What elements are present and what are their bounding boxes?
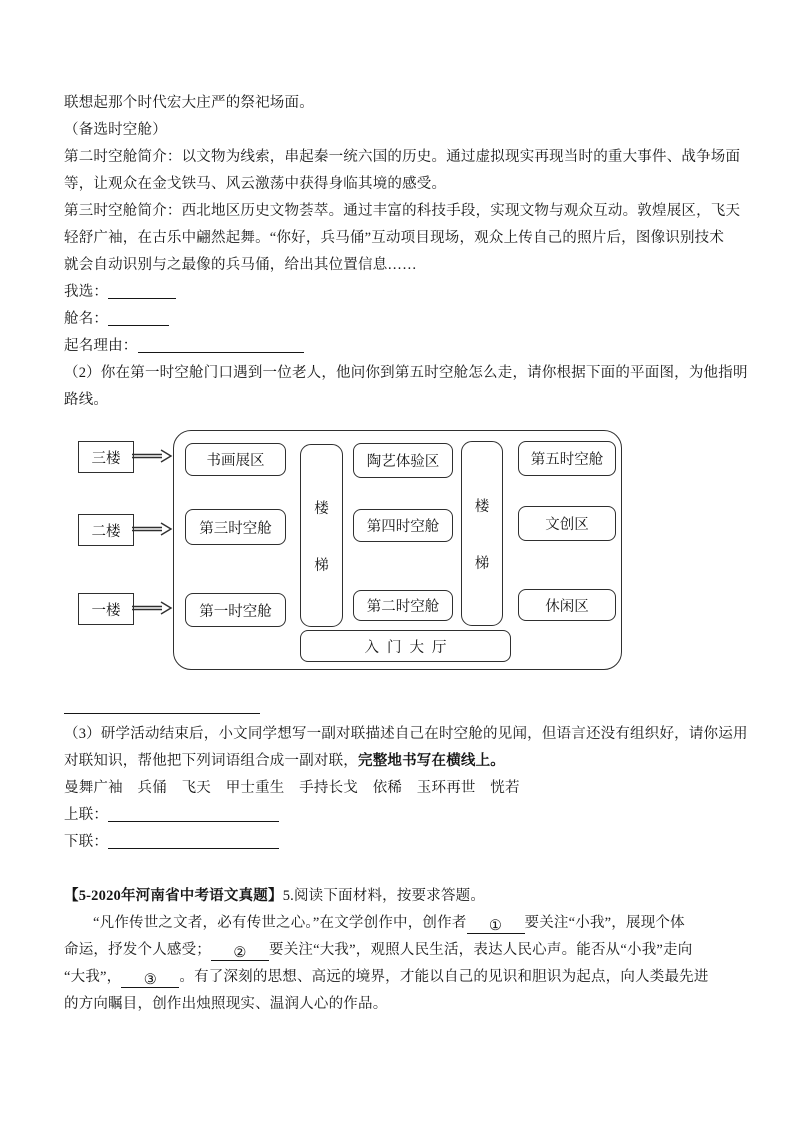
text-run: 路线。 [64, 392, 109, 408]
room-leisure-zone [518, 589, 616, 621]
text-run: （备选时空舱） [64, 122, 167, 138]
text-run: 要关注“小我”，展现个体 [524, 915, 685, 931]
text-run: 的方向瞩目，创作出烛照现实、温润人心的作品。 [64, 996, 388, 1012]
stairs-char: 楼 [314, 500, 329, 517]
text-run: 要关注“大我”，观照人民生活，表达人民心声。能否从“小我”走向 [269, 942, 693, 958]
room-capsule-2 [353, 590, 453, 621]
answer-blank [108, 310, 169, 326]
text-run: （2）你在第一时空舱门口遇到一位老人，他问你到第五时空舱怎么走，请你根据下面的平面图，为他指明 [64, 365, 748, 381]
numbered-answer-blank: ① [467, 918, 525, 934]
room-cultural-zone [518, 506, 616, 541]
text-run: 下联： [64, 834, 109, 850]
stairs-char: 梯 [314, 557, 329, 574]
text-line [64, 225, 736, 252]
text-run: 完整地书写在横线上。 [358, 753, 505, 769]
text-run: 曼舞广袖 兵俑 飞天 甲士重生 手持长戈 依稀 玉环再世 恍若 [64, 780, 520, 796]
text-line [64, 279, 736, 306]
answer-blank [108, 833, 279, 849]
text-line [64, 171, 736, 198]
room-label: 第五时空舱 [530, 452, 604, 468]
stairs-right [461, 441, 503, 626]
top-text-block [64, 90, 748, 414]
text-line [64, 333, 736, 360]
room-label: 陶艺体验区 [366, 454, 440, 470]
text-line [64, 721, 748, 748]
text-run: 就会自动识别与之最像的兵马俑，给出其位置信息…… [64, 257, 417, 273]
text-run: 第二时空舱简介：以文物为线索，串起秦一统六国的历史。通过虚拟现实再现当时的重大事件、战争场面 [64, 149, 741, 165]
text-run: 等，让观众在金戈铁马、风云激荡中获得身临其境的感受。 [64, 176, 447, 192]
arrow-right-icon [132, 449, 173, 463]
room-label: 书画展区 [206, 453, 265, 469]
room-label: 第二时空舱 [366, 599, 440, 615]
numbered-answer-blank: ② [211, 945, 269, 961]
text-line [64, 117, 736, 144]
text-line [64, 252, 736, 279]
arrow-right-icon [132, 522, 173, 536]
text-line [64, 856, 736, 883]
text-run: 我选： [64, 284, 109, 300]
text-run: 命运，抒发个人感受； [64, 942, 211, 958]
text-run: 第三时空舱简介：西北地区历史文物荟萃。通过丰富的科技手段，实现文物与观众互动。敦煌展区，飞天 [64, 203, 741, 219]
floor-label-text: 一楼 [91, 602, 121, 619]
text-line [64, 829, 736, 856]
text-run: “大我”， [64, 969, 122, 985]
answer-blank [64, 698, 260, 714]
stairs-left [300, 444, 343, 627]
text-run: 5.阅读下面材料，按要求答题。 [282, 888, 486, 904]
text-run: “凡作传世之文者，必有传世之心。”在文学创作中，创作者 [93, 915, 467, 931]
text-line [64, 883, 736, 910]
room-capsule-3 [185, 509, 286, 545]
text-line [64, 694, 736, 721]
text-run: 轻舒广袖，在古乐中翩然起舞。“你好，兵马俑”互动项目现场，观众上传自己的照片后，图像识别技术 [64, 230, 725, 246]
arrow-right-icon [132, 601, 173, 615]
answer-blank [108, 283, 176, 299]
room-capsule-1 [185, 593, 286, 627]
room-label: 第四时空舱 [366, 519, 440, 535]
text-line [64, 991, 736, 1018]
text-run: 【5-2020年河南省中考语文真题】 [64, 888, 283, 904]
floor-label-3f [78, 441, 134, 473]
floor-label-text: 二楼 [91, 523, 121, 540]
room-label: 入门大厅 [364, 639, 455, 656]
building-outline [173, 430, 622, 670]
text-line [64, 90, 736, 117]
text-line [64, 910, 736, 937]
room-entrance-hall [300, 630, 511, 662]
text-line [64, 802, 736, 829]
text-run: 起名理由： [64, 338, 138, 354]
text-line [64, 748, 736, 775]
room-capsule-4 [353, 509, 453, 542]
room-label: 第一时空舱 [199, 603, 272, 620]
room-capsule-5 [518, 441, 616, 476]
text-run: 联想起那个时代宏大庄严的祭祀场面。 [64, 95, 314, 111]
answer-blank [108, 806, 279, 822]
floor-label-2f [78, 514, 134, 546]
text-line [64, 360, 748, 387]
mid-text-block [64, 694, 748, 856]
text-line [64, 937, 736, 964]
stairs-char: 梯 [474, 555, 490, 572]
text-run: 舱名： [64, 311, 109, 327]
answer-blank [138, 337, 304, 353]
floor-label-1f [78, 593, 134, 625]
text-line [64, 144, 741, 171]
text-line [64, 198, 741, 225]
text-line [64, 387, 736, 414]
text-run: （3）研学活动结束后，小文同学想写一副对联描述自己在时空舱的见闻，但语言还没有组织好，请你运用 [64, 726, 748, 742]
text-line [64, 964, 736, 991]
text-run: 。有了深刻的思想、高远的境界，才能以自己的见识和胆识为起点，向人类最先进 [179, 969, 709, 985]
room-pottery-zone [353, 443, 453, 478]
text-line [64, 775, 736, 802]
text-line [64, 306, 736, 333]
room-label: 休闲区 [545, 598, 589, 615]
room-label: 文创区 [545, 517, 589, 533]
room-label: 第三时空舱 [199, 520, 272, 537]
stairs-char: 楼 [474, 498, 490, 515]
numbered-answer-blank: ③ [121, 972, 179, 988]
floor-plan-diagram [64, 430, 736, 676]
room-calligraphy-zone [185, 443, 286, 476]
floor-label-text: 三楼 [91, 450, 121, 467]
text-run: 对联知识，帮他把下列词语组合成一副对联， [64, 753, 358, 769]
bottom-text-block [64, 856, 736, 1018]
text-run: 上联： [64, 807, 109, 823]
